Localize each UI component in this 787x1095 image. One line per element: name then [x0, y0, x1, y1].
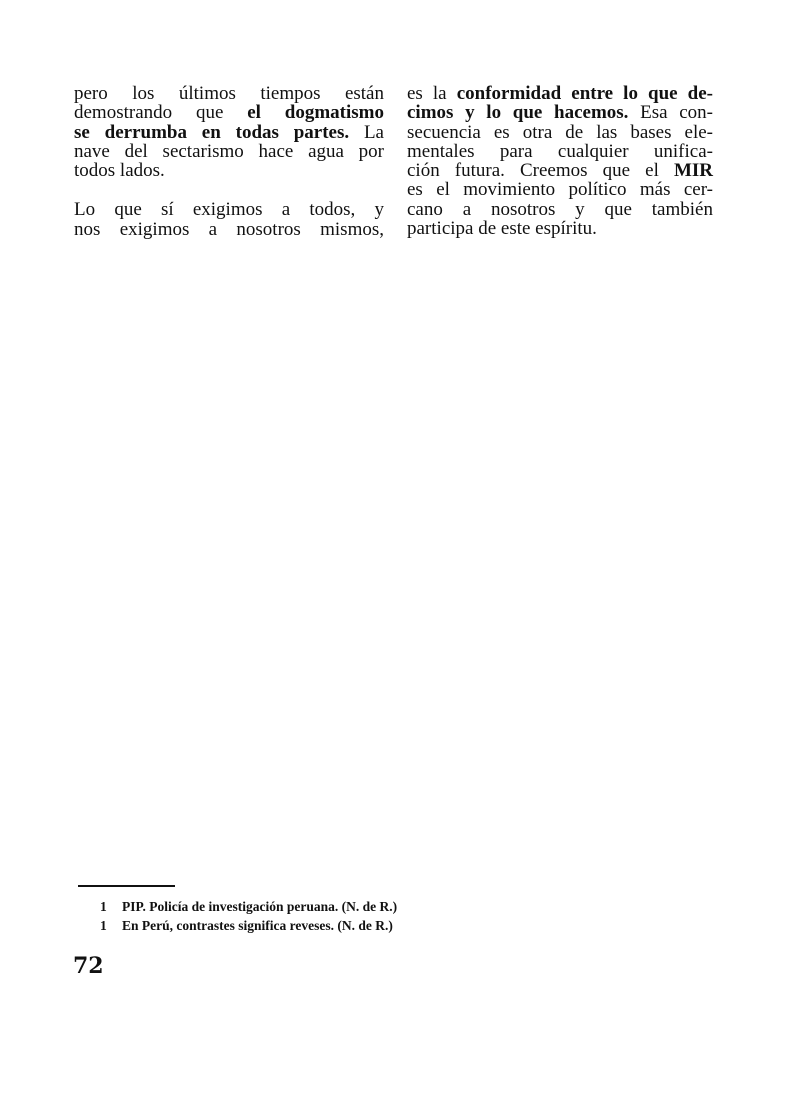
- body-text-line: cimos y lo que hacemos. Esa con-: [407, 102, 714, 124]
- body-text-line: todos lados.: [74, 160, 165, 182]
- body-text-line: Lo que sí exigimos a todos, y: [74, 199, 384, 221]
- paragraph-gap: [74, 180, 384, 200]
- footnote-number: 1: [100, 899, 107, 914]
- body-text-line: pero los últimos tiempos están: [74, 83, 384, 104]
- emphasis-text: conformidad entre lo que de-: [456, 83, 713, 104]
- body-text-line: nos exigimos a nosotros mismos,: [74, 218, 384, 240]
- emphasis-text: MIR: [673, 160, 713, 182]
- body-text-line: nave del sectarismo hace agua por: [74, 140, 384, 162]
- footnote-separator: [78, 885, 175, 887]
- footnote-text: En Perú, contrastes significa reveses. (N. de R.): [122, 918, 393, 933]
- footnote-text: PIP. Policía de investigación peruana. (N. de R.): [122, 899, 398, 914]
- footnote-number: 1: [100, 918, 107, 933]
- body-text-line: es la conformidad entre lo que de-: [407, 83, 713, 104]
- emphasis-text: se derrumba en todas partes.: [74, 121, 350, 143]
- body-text-line: cano a nosotros y que también: [407, 198, 713, 220]
- body-text-line: se derrumba en todas partes. La: [74, 121, 384, 143]
- footnote: [100, 897, 397, 916]
- footnote: [100, 916, 397, 935]
- page-number: 72: [73, 953, 104, 979]
- body-text-line: participa de este espíritu.: [407, 218, 597, 240]
- emphasis-text: cimos y lo que hacemos.: [407, 102, 629, 124]
- body-text-line: ción futura. Creemos que el MIR: [407, 160, 713, 182]
- body-text-line: secuencia es otra de las bases ele-: [407, 121, 713, 143]
- left-column: [74, 84, 384, 239]
- body-text-line: mentales para cualquier unifica-: [407, 140, 713, 162]
- footnotes: [100, 897, 397, 935]
- right-column: [407, 84, 713, 238]
- emphasis-text: el dogmatismo: [247, 102, 384, 124]
- body-text-line: es el movimiento político más cer-: [407, 179, 713, 201]
- body-text-line: demostrando que el dogmatismo: [74, 102, 384, 124]
